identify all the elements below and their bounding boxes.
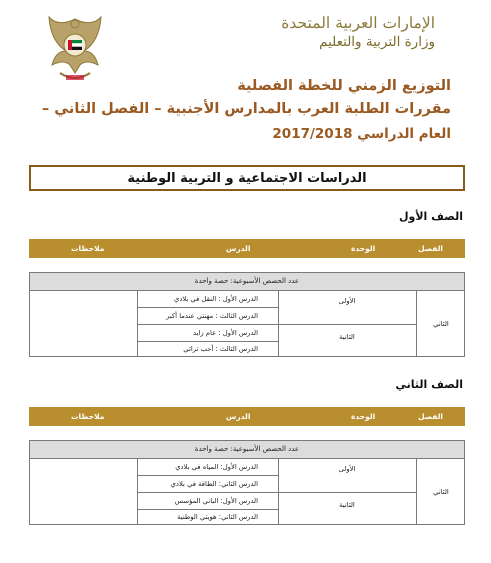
unit-cell: الأولى xyxy=(338,297,356,305)
column-semester: الفصل xyxy=(418,412,443,421)
ministry-name xyxy=(281,14,435,51)
divider xyxy=(137,307,278,308)
grade-1-header-row xyxy=(29,239,465,258)
divider xyxy=(137,341,278,342)
subject-title: الدراسات الاجتماعية و التربية الوطنية xyxy=(29,165,465,191)
grade-1-table xyxy=(29,272,465,357)
unit-cell: الثانية xyxy=(339,333,355,341)
column-notes: ملاحظات xyxy=(71,412,105,421)
column-notes: ملاحظات xyxy=(71,244,105,253)
grade-2-title: الصف الثاني xyxy=(395,378,463,391)
lesson-cell: الدرس الأول : عام زايد xyxy=(193,329,258,337)
grade-1-title: الصف الأول xyxy=(398,210,463,223)
grade-2-header-row xyxy=(29,407,465,426)
unit-cell: الأولى xyxy=(338,465,356,473)
column-unit: الوحدة xyxy=(351,412,376,421)
unit-cell: الثانية xyxy=(339,501,355,509)
academic-year: العام الدراسي 2017/2018 xyxy=(272,126,451,142)
column-lesson: الدرس xyxy=(226,244,251,253)
lesson-cell: الدرس الأول: المياه في بلادي xyxy=(175,463,258,471)
ministry-line-1: الإمارات العربية المتحدة xyxy=(281,14,435,32)
column-semester: الفصل xyxy=(418,244,443,253)
grade-2-table xyxy=(29,440,465,525)
page-title: التوزيع الزمني للخطة الفصلية xyxy=(237,78,451,94)
divider xyxy=(137,509,278,510)
weekly-periods: عدد الحصص الأسبوعية: حصة واحدة xyxy=(30,273,464,291)
column-lesson: الدرس xyxy=(226,412,251,421)
lesson-cell: الدرس الأول: الباني المؤسس xyxy=(174,497,258,505)
ministry-line-2: وزارة التربية والتعليم xyxy=(319,34,435,50)
divider xyxy=(137,492,416,493)
uae-emblem-icon xyxy=(46,13,104,85)
divider xyxy=(137,475,278,476)
semester-cell: الثاني xyxy=(433,488,449,496)
lesson-cell: الدرس الثاني: هويتي الوطنية xyxy=(177,513,258,521)
divider xyxy=(137,324,416,325)
semester-cell: الثاني xyxy=(433,320,449,328)
lesson-cell: الدرس الثالث : مهنتي عندما أكبر xyxy=(166,312,258,320)
column-unit: الوحدة xyxy=(351,244,376,253)
lesson-cell: الدرس الثالث : أحب تراثي xyxy=(183,345,258,353)
lesson-cell: الدرس الثاني: الطاقة في بلادي xyxy=(170,480,258,488)
lesson-cell: الدرس الأول : النقل في بلادي xyxy=(174,295,258,303)
page-subtitle: مقررات الطلبة العرب بالمدارس الأجنبية – الفصل الثاني – xyxy=(41,101,451,117)
weekly-periods: عدد الحصص الأسبوعية: حصة واحدة xyxy=(30,441,464,459)
